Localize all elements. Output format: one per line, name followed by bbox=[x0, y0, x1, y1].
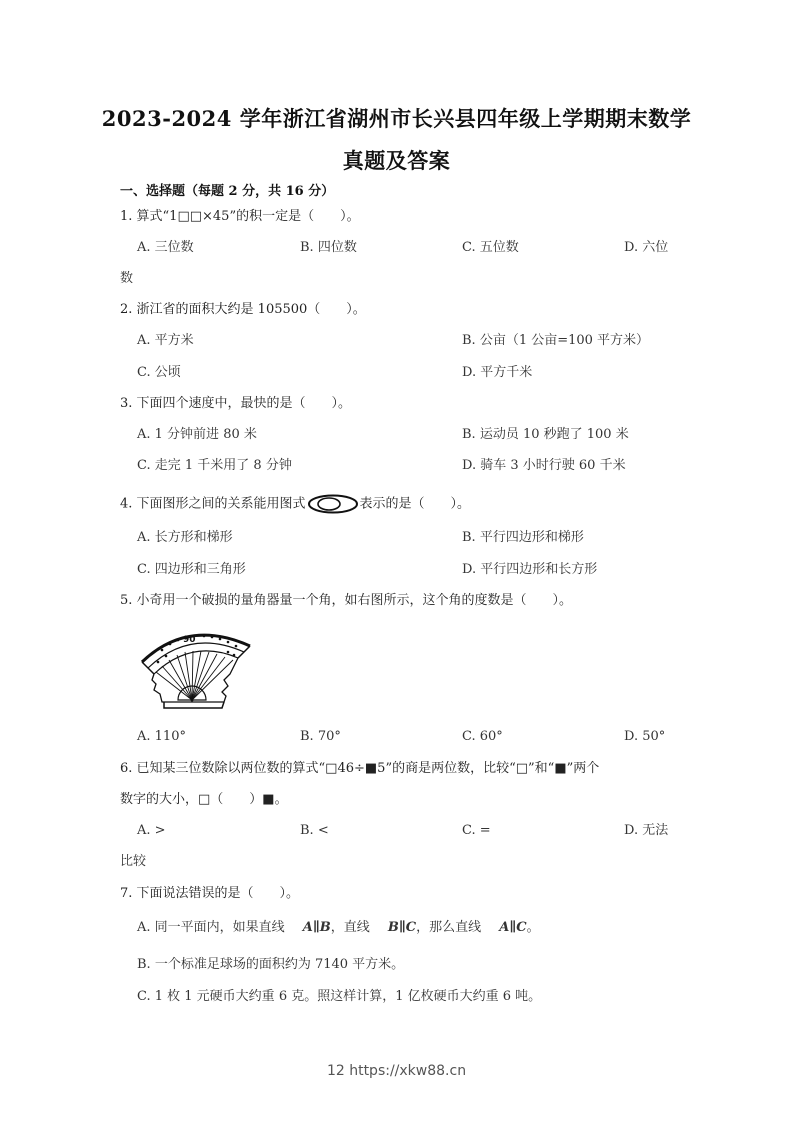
question-4-stem-after: 表示的是（ ）。 bbox=[359, 496, 471, 512]
math-a-parallel-c: A∥C bbox=[499, 920, 527, 935]
question-1-option-d-wrap: 数 bbox=[120, 271, 134, 286]
question-3-option-c: C. 走完 1 千米用了 8 分钟 bbox=[137, 458, 292, 473]
question-7-option-a: A. 同一平面内，如果直线 A∥B，直线 B∥C，那么直线 A∥C。 bbox=[137, 920, 540, 935]
question-2-stem: 2. 浙江省的面积大约是 105500（ ）。 bbox=[120, 302, 366, 317]
question-7-option-c: C. 1 枚 1 元硬币大约重 6 克。照这样计算，1 亿枚硬币大约重 6 吨。 bbox=[137, 989, 542, 1004]
question-4-option-b: B. 平行四边形和梯形 bbox=[462, 530, 584, 545]
question-6-option-c: C. = bbox=[462, 823, 491, 838]
question-1-option-b: B. 四位数 bbox=[300, 240, 357, 255]
question-5-stem: 5. 小奇用一个破损的量角器量一个角，如右图所示，这个角的度数是（ ）。 bbox=[120, 593, 573, 608]
document-title-line1: 2023-2024 学年浙江省湖州市长兴县四年级上学期期末数学 bbox=[101, 106, 692, 131]
nested-ovals-icon bbox=[307, 494, 359, 514]
question-4-option-a: A. 长方形和梯形 bbox=[137, 530, 233, 545]
math-b-parallel-c: B∥C bbox=[387, 920, 417, 935]
document-title-line2: 真题及答案 bbox=[342, 148, 451, 173]
question-1-stem: 1. 算式“1□□×45”的积一定是（ ）。 bbox=[120, 209, 360, 224]
question-5-option-b: B. 70° bbox=[300, 729, 341, 744]
question-3-option-a: A. 1 分钟前进 80 米 bbox=[137, 427, 257, 442]
question-1-option-c: C. 五位数 bbox=[462, 240, 519, 255]
question-3-option-d: D. 骑车 3 小时行驶 60 千米 bbox=[462, 458, 626, 473]
question-2-option-d: D. 平方千米 bbox=[462, 365, 533, 380]
section-heading: 一、选择题（每题 2 分，共 16 分） bbox=[120, 184, 335, 199]
question-3-stem: 3. 下面四个速度中，最快的是（ ）。 bbox=[120, 396, 352, 411]
question-7-stem: 7. 下面说法错误的是（ ）。 bbox=[120, 886, 300, 901]
question-1-option-d: D. 六位 bbox=[624, 240, 669, 255]
question-5-option-c: C. 60° bbox=[462, 729, 503, 744]
question-6-option-a: A. > bbox=[137, 823, 166, 838]
question-7-option-b: B. 一个标准足球场的面积约为 7140 平方米。 bbox=[137, 957, 405, 972]
question-6-option-d: D. 无法 bbox=[624, 823, 669, 838]
broken-protractor-icon bbox=[138, 622, 254, 712]
svg-text:90: 90 bbox=[183, 635, 196, 645]
question-6-stem-continued: 数字的大小，□（ ）■。 bbox=[120, 792, 288, 807]
question-2-option-a: A. 平方米 bbox=[137, 333, 194, 348]
question-6-stem: 6. 已知某三位数除以两位数的算式“□46÷■5”的商是两位数，比较“□”和“■”两个 bbox=[120, 761, 600, 776]
question-4-option-c: C. 四边形和三角形 bbox=[137, 562, 246, 577]
question-4-stem bbox=[120, 494, 470, 514]
question-5-option-d: D. 50° bbox=[624, 729, 666, 744]
question-6-option-d-wrap: 比较 bbox=[120, 854, 147, 869]
question-1-option-a: A. 三位数 bbox=[137, 240, 194, 255]
page-footer: 12 https://xkw88.cn bbox=[326, 1063, 467, 1079]
question-3-option-b: B. 运动员 10 秒跑了 100 米 bbox=[462, 427, 629, 442]
question-5-option-a: A. 110° bbox=[137, 729, 186, 744]
question-6-option-b: B. < bbox=[300, 823, 329, 838]
math-a-parallel-b: A∥B bbox=[302, 920, 331, 935]
question-2-option-c: C. 公顷 bbox=[137, 365, 181, 380]
question-4-stem-before: 4. 下面图形之间的关系能用图式 bbox=[120, 496, 306, 512]
question-2-option-b: B. 公亩（1 公亩=100 平方米） bbox=[462, 333, 650, 348]
question-4-option-d: D. 平行四边形和长方形 bbox=[462, 562, 598, 577]
